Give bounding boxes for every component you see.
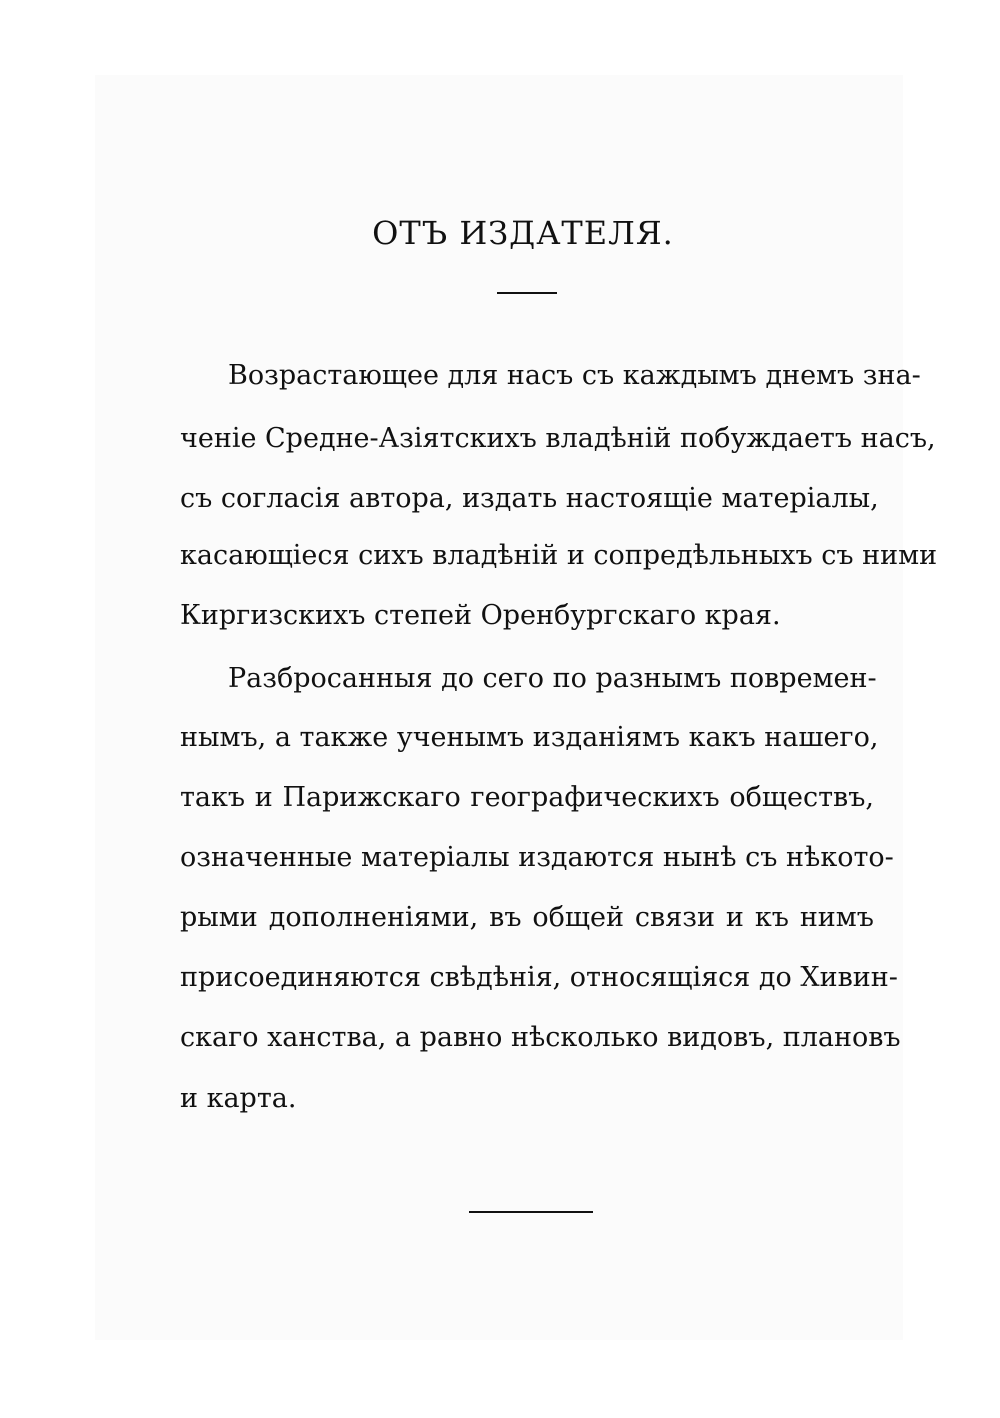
text-line: съ согласія автора, издать настоящіе матеріалы,	[180, 483, 879, 514]
text-line: ченіе Средне-Азіятскихъ владѣній побуждаетъ насъ,	[180, 423, 936, 454]
text-line: нымъ, а также ученымъ изданіямъ какъ нашего,	[180, 722, 879, 753]
text-line: Возрастающее для насъ съ каждымъ днемъ зна-	[228, 360, 921, 391]
text-line: такъ и Парижскаго географическихъ обществъ,	[180, 782, 874, 813]
closing-rule	[469, 1211, 593, 1213]
text-line: присоединяются свѣдѣнія, относящіяся до Хивин-	[180, 962, 898, 993]
title-rule	[497, 292, 557, 294]
text-line: Разбросанныя до сего по разнымъ повремен-	[228, 663, 877, 694]
text-line: Киргизскихъ степей Оренбургскаго края.	[180, 600, 781, 631]
text-line: касающіеся сихъ владѣній и сопредѣльныхъ съ ними	[180, 540, 938, 571]
page	[95, 75, 938, 1340]
text-line: означенные матеріалы издаются нынѣ съ нѣкото-	[180, 842, 894, 873]
page-title: ОТЪ ИЗДАТЕЛЯ.	[372, 214, 674, 253]
text-line: рыми дополненіями, въ общей связи и къ нимъ	[180, 902, 874, 933]
text-line: скаго ханства, а равно нѣсколько видовъ, плановъ	[180, 1022, 901, 1053]
text-line: и карта.	[180, 1083, 297, 1114]
